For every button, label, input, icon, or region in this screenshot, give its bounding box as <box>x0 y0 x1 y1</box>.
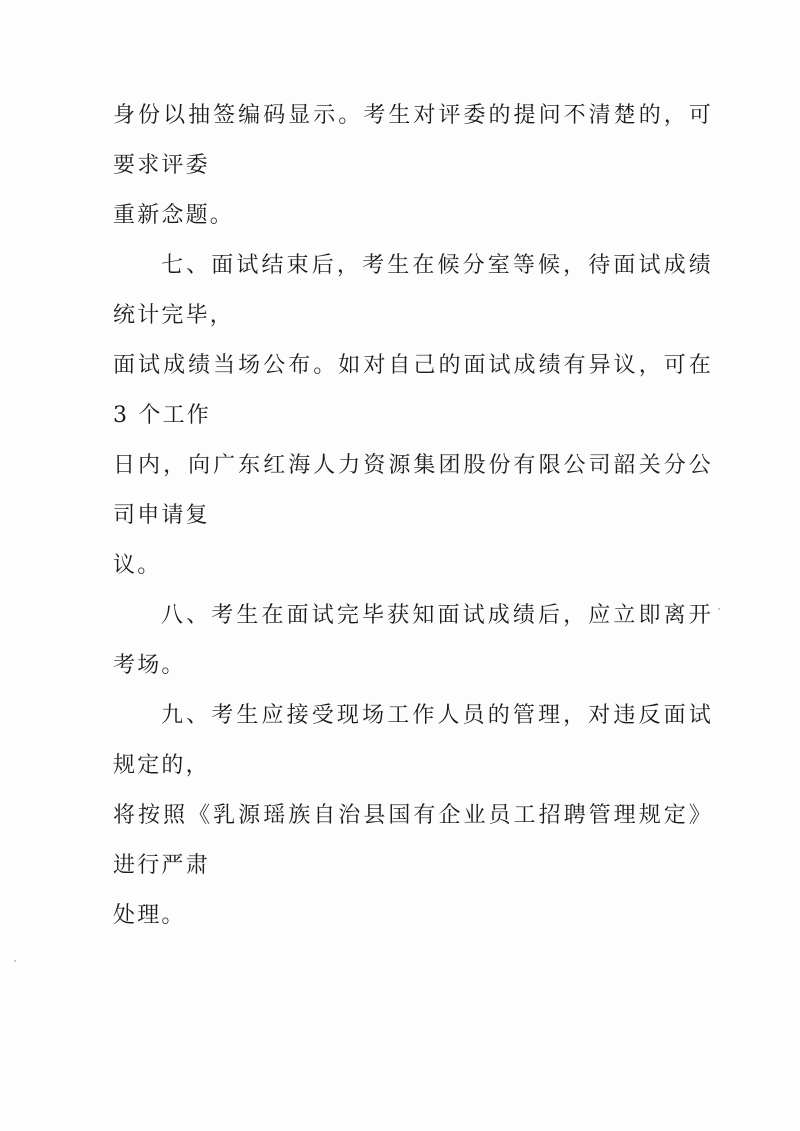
scan-speck <box>14 960 16 962</box>
text-line: 日内，向广东红海人力资源集团股份有限公司韶关分公司申请复 <box>113 453 713 528</box>
paragraph-eight <box>113 591 713 691</box>
document-body <box>113 91 713 941</box>
text-line: 将按照《乳源瑶族自治县国有企业员工招聘管理规定》进行严肃 <box>113 803 713 878</box>
text-line: 八、考生在面试完毕获知面试成绩后，应立即离开考场。 <box>113 603 713 678</box>
paragraph-seven <box>113 241 713 591</box>
text-line: 重新念题。 <box>113 203 235 228</box>
paragraph-nine <box>113 691 713 941</box>
text-line: 面试成绩当场公布。如对自己的面试成绩有异议，可在 3 个工作 <box>113 353 713 428</box>
paragraph-continued <box>113 91 713 241</box>
text-line: 处理。 <box>113 903 186 928</box>
text-line: 身份以抽签编码显示。考生对评委的提问不清楚的，可要求评委 <box>113 103 713 178</box>
scan-speck <box>718 608 720 610</box>
text-line: 议。 <box>113 553 162 578</box>
text-line: 七、面试结束后，考生在候分室等候，待面试成绩统计完毕， <box>113 253 713 328</box>
text-line: 九、考生应接受现场工作人员的管理，对违反面试规定的， <box>113 703 713 778</box>
